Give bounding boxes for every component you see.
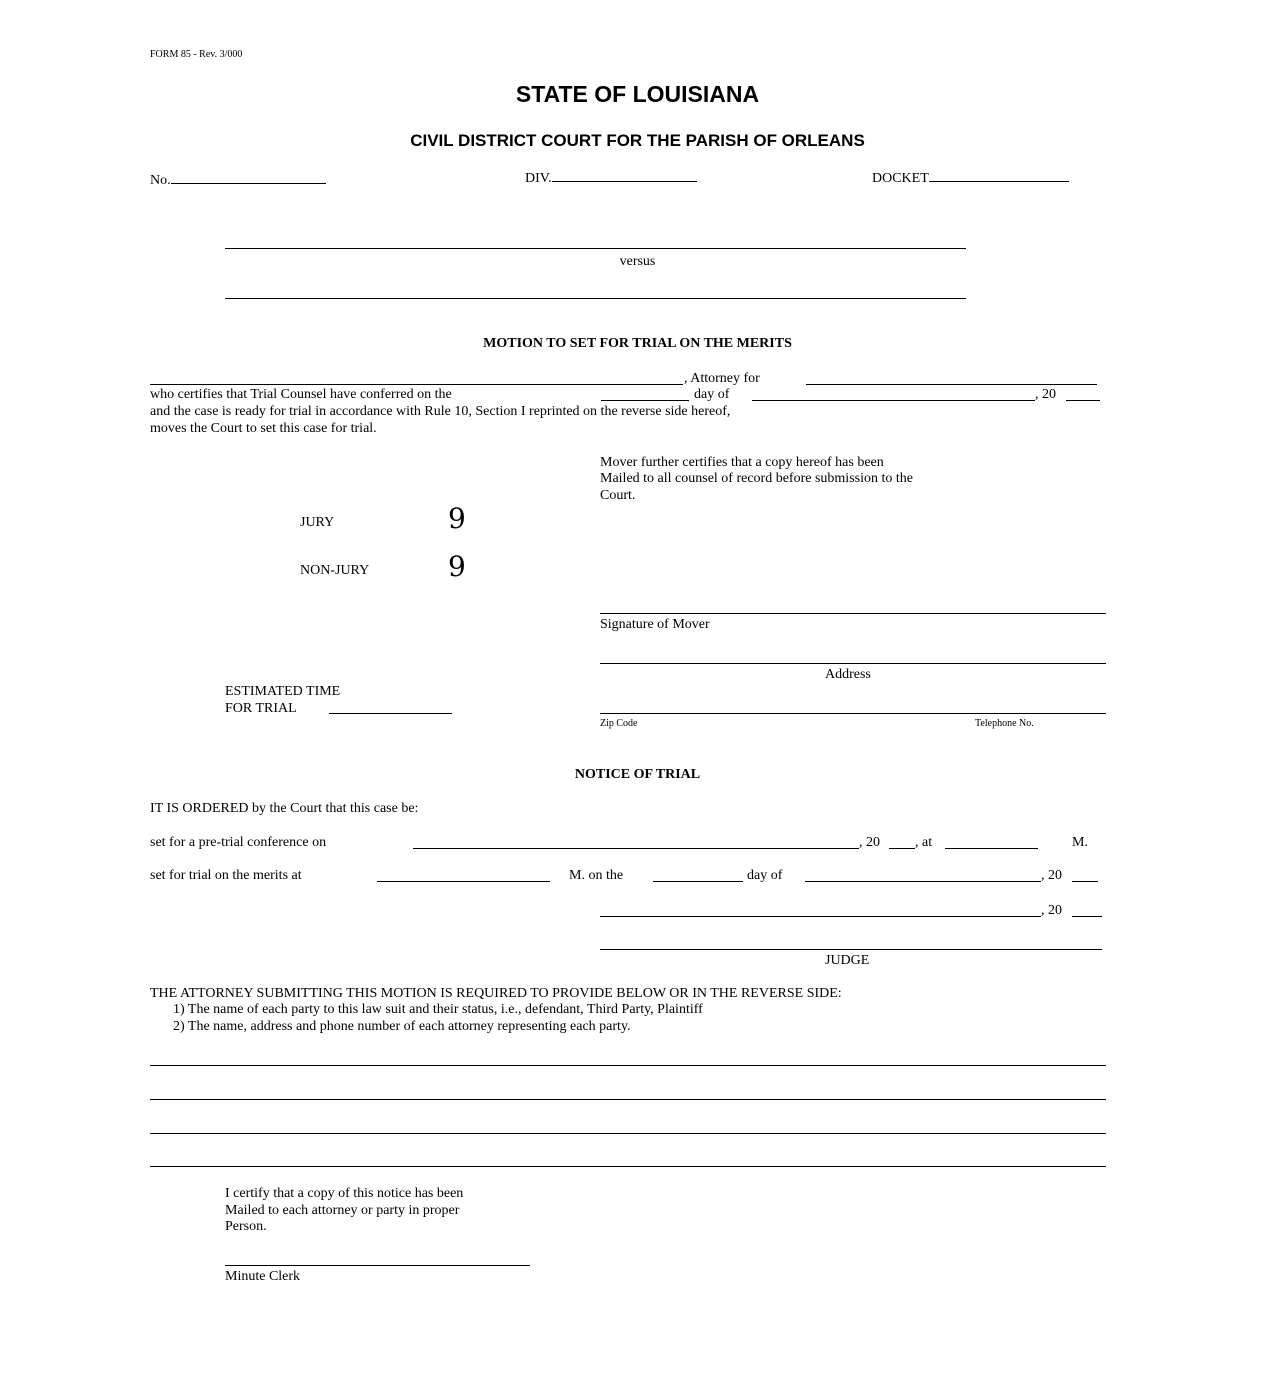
for-trial-label: FOR TRIAL	[225, 701, 297, 716]
estimated-time-line[interactable]	[329, 713, 452, 714]
state-title: STATE OF LOUISIANA	[515, 81, 760, 107]
conferred-year-line[interactable]	[1066, 400, 1100, 401]
pretrial-time-line[interactable]	[945, 848, 1038, 849]
clerk-cert-line-2: Mailed to each attorney or party in proper	[225, 1203, 460, 1218]
case-number-line	[171, 171, 326, 184]
trial-time-line[interactable]	[377, 881, 550, 882]
motion-title: MOTION TO SET FOR TRIAL ON THE MERITS	[483, 336, 792, 351]
year-prefix-label: , 20	[1035, 387, 1056, 402]
requirements-heading: THE ATTORNEY SUBMITTING THIS MOTION IS REQUIRED TO PROVIDE BELOW OR IN THE REVERSE SIDE:	[150, 986, 842, 1001]
attorney-for-line[interactable]	[806, 384, 1097, 385]
signature-label: Signature of Mover	[600, 617, 710, 632]
notice-title: NOTICE OF TRIAL	[574, 767, 701, 782]
mover-cert-line-3: Court.	[600, 488, 636, 503]
party-info-line-4[interactable]	[150, 1166, 1106, 1167]
minute-clerk-line[interactable]	[225, 1265, 530, 1266]
signature-line[interactable]	[600, 613, 1106, 614]
mover-cert-line-2: Mailed to all counsel of record before submission to the	[600, 471, 913, 486]
conferred-text: who certifies that Trial Counsel have conferred on the	[150, 387, 452, 402]
defendant-line[interactable]	[225, 298, 966, 299]
clerk-cert-line-1: I certify that a copy of this notice has been	[225, 1186, 464, 1201]
trial-merits-text: set for trial on the merits at	[150, 868, 302, 883]
party-info-line-3[interactable]	[150, 1133, 1106, 1134]
order-year-label: , 20	[1041, 903, 1062, 918]
telephone-label: Telephone No.	[975, 718, 1034, 729]
pretrial-at-label: , at	[915, 835, 933, 850]
case-number-label: No.	[150, 173, 171, 188]
address-label: Address	[825, 667, 871, 682]
division-line	[552, 169, 697, 182]
day-of-label: day of	[694, 387, 730, 402]
requirement-item-2: 2) The name, address and phone number of each attorney representing each party.	[173, 1019, 631, 1034]
requirement-item-1: 1) The name of each party to this law suit and their status, i.e., defendant, Third Party, Plaintiff	[173, 1002, 703, 1017]
ordered-text: IT IS ORDERED by the Court that this case be:	[150, 801, 419, 816]
pretrial-meridiem-label: M.	[1072, 835, 1088, 850]
attorney-name-line[interactable]	[150, 384, 683, 385]
zip-phone-line[interactable]	[600, 713, 1106, 714]
conferred-day-line[interactable]	[601, 400, 689, 401]
docket-label: DOCKET	[872, 171, 929, 186]
pretrial-date-line[interactable]	[413, 848, 859, 849]
docket-line	[929, 169, 1069, 182]
jury-label: JURY	[300, 515, 335, 530]
address-line[interactable]	[600, 663, 1106, 664]
trial-year-line[interactable]	[1072, 881, 1098, 882]
clerk-cert-line-3: Person.	[225, 1219, 267, 1234]
pretrial-text: set for a pre-trial conference on	[150, 835, 327, 850]
trial-month-line[interactable]	[805, 881, 1041, 882]
conferred-month-line[interactable]	[752, 400, 1035, 401]
division-field[interactable]	[525, 169, 697, 187]
zip-code-label: Zip Code	[600, 718, 638, 729]
trial-day-line[interactable]	[653, 881, 743, 882]
case-number-field[interactable]	[150, 171, 326, 189]
form-id: FORM 85 - Rev. 3/000	[150, 49, 243, 60]
party-info-line-2[interactable]	[150, 1099, 1106, 1100]
moves-court-text: moves the Court to set this case for trial.	[150, 421, 377, 436]
order-date-line[interactable]	[600, 916, 1041, 917]
party-info-line-1[interactable]	[150, 1065, 1106, 1066]
minute-clerk-label: Minute Clerk	[225, 1269, 301, 1284]
ready-for-trial-text: and the case is ready for trial in accordance with Rule 10, Section I reprinted on the reverse side hereof,	[150, 404, 731, 419]
estimated-time-label: ESTIMATED TIME	[225, 684, 341, 699]
division-label: DIV.	[525, 171, 552, 186]
pretrial-year-line[interactable]	[889, 848, 915, 849]
judge-signature-line[interactable]	[600, 949, 1102, 950]
court-title: CIVIL DISTRICT COURT FOR THE PARISH OF ORLEANS	[410, 131, 865, 150]
pretrial-year-label: , 20	[859, 835, 880, 850]
jury-checkbox[interactable]: 9	[448, 502, 466, 535]
nonjury-checkbox[interactable]: 9	[448, 550, 466, 583]
trial-day-of-label: day of	[747, 868, 783, 883]
versus-label: versus	[619, 254, 656, 269]
docket-field[interactable]	[872, 169, 1069, 187]
judge-label: JUDGE	[825, 953, 870, 968]
attorney-for-label: , Attorney for	[684, 371, 760, 386]
trial-year-label: , 20	[1041, 868, 1062, 883]
order-year-line[interactable]	[1072, 916, 1102, 917]
nonjury-label: NON-JURY	[300, 563, 370, 578]
mover-cert-line-1: Mover further certifies that a copy hereof has been	[600, 455, 884, 470]
trial-on-the-label: M. on the	[569, 868, 624, 883]
plaintiff-line[interactable]	[225, 248, 966, 249]
